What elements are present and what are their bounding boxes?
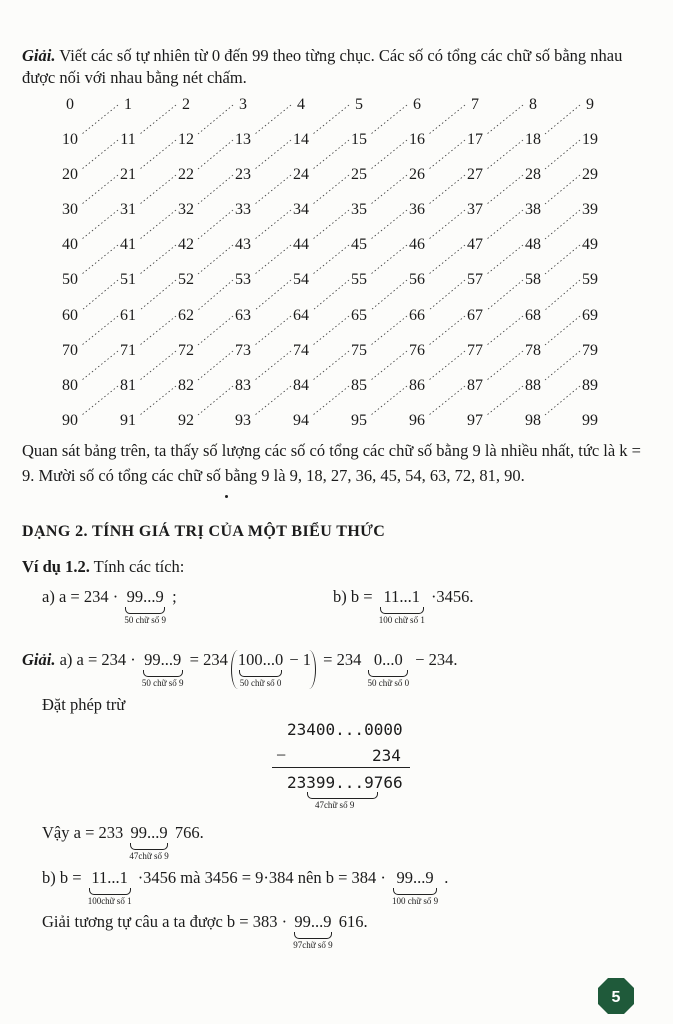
grid-number: 24 [293, 166, 309, 183]
grid-number: 83 [235, 377, 251, 394]
connector-line [255, 316, 291, 345]
solution-eq3: − 234. [411, 650, 458, 669]
grid-number: 45 [351, 236, 367, 253]
example-part-b [333, 587, 474, 626]
connector-line [198, 140, 233, 169]
grid-number: 85 [351, 377, 367, 394]
grid-number: 19 [582, 131, 598, 148]
sol-b-mid: ·3456 mà 3456 = 9·384 nên b = 384 · [133, 868, 391, 887]
grid-number: 53 [235, 271, 251, 288]
underbrace-result [314, 773, 365, 811]
underbrace-sol-b [88, 868, 132, 907]
conclusion-paragraph: Quan sát bảng trên, ta thấy số lượng các số có tổng các chữ số bằng 9 là nhiều nhất, tức là k = 9. Mười số có tổng các chữ số bằng 9 là 9, 18, 27, 36, 45, 54, 63, 72, 81, 90. [22, 441, 641, 485]
connector-line [140, 140, 176, 169]
underbrace-sol-a-cap: 50 chữ số 9 [141, 678, 184, 688]
brace-icon [125, 607, 165, 614]
connector-line [140, 386, 176, 415]
grid-number: 84 [293, 377, 309, 394]
sol-b-prefix: b) b = [42, 868, 86, 887]
grid-number: 5 [355, 96, 363, 113]
example-title-rest: Tính các tích: [89, 557, 185, 576]
grid-number: 77 [467, 342, 483, 359]
grid-number: 4 [297, 96, 305, 113]
grid-number: 57 [467, 271, 483, 288]
grid-number: 88 [525, 377, 541, 394]
grid-number: 21 [120, 166, 136, 183]
connector-line [82, 386, 118, 415]
connector-line [487, 105, 523, 134]
paren-tail: − 1 [285, 650, 312, 669]
connector-line [545, 245, 580, 274]
connector-line [82, 210, 118, 239]
underbrace-sol-a [142, 650, 184, 689]
vay-prefix: Vậy a = 233 [42, 823, 128, 842]
grid-number: 17 [467, 131, 483, 148]
grid-number: 51 [120, 271, 136, 288]
sol-b-suffix: . [440, 868, 449, 887]
connector-line [140, 280, 176, 310]
subtraction-intro: Đặt phép trừ [42, 695, 126, 714]
underbrace-result-num: ... [335, 773, 365, 792]
connector-line [487, 351, 523, 380]
grid-number: 1 [124, 96, 132, 113]
underbrace-vay-num: 99...9 [130, 823, 168, 842]
grid-number: 43 [235, 236, 251, 253]
brace-icon [143, 670, 183, 677]
grid-number: 40 [62, 236, 78, 253]
grid-number: 46 [409, 236, 425, 253]
brace-icon [380, 607, 424, 614]
underbrace-sol-a-num: 99...9 [144, 650, 182, 669]
underbrace-a-cap: 50 chữ số 9 [124, 615, 166, 625]
connector-line [545, 105, 580, 134]
grid-number: 91 [120, 412, 136, 429]
grid-number: 75 [351, 342, 367, 359]
grid-number: 56 [409, 271, 425, 288]
page-number-badge [596, 976, 636, 1016]
underbrace-zeros-num: 0...0 [373, 650, 403, 669]
grid-number: 27 [467, 166, 483, 183]
connector-line [82, 280, 118, 310]
connector-line [198, 105, 233, 134]
grid-number: 20 [62, 166, 78, 183]
connector-line [255, 280, 291, 310]
grid-number: 58 [525, 271, 541, 288]
connector-line [313, 386, 349, 415]
connector-line [198, 316, 233, 345]
grid-number: 44 [293, 236, 309, 253]
connector-line [545, 280, 580, 310]
grid-number: 50 [62, 271, 78, 288]
grid-number: 10 [62, 131, 78, 148]
grid-number: 28 [525, 166, 541, 183]
grid-number: 62 [178, 307, 194, 324]
brace-icon [294, 932, 331, 939]
connector-line [371, 316, 407, 345]
underbrace-b [379, 587, 425, 626]
connector-line [198, 210, 233, 239]
grid-number: 34 [293, 201, 309, 218]
grid-number: 6 [413, 96, 421, 113]
subtraction-subtrahend: 234 [372, 746, 401, 765]
grid-number: 80 [62, 377, 78, 394]
example-a-suffix: ; [167, 587, 177, 606]
grid-number: 30 [62, 201, 78, 218]
grid-number: 25 [351, 166, 367, 183]
grid-number: 22 [178, 166, 194, 183]
example-a-prefix: a) a = 234 · [42, 587, 123, 606]
grid-number: 7 [471, 96, 479, 113]
final-prefix: Giải tương tự câu a ta được b = 383 · [42, 912, 292, 931]
connector-line [487, 140, 523, 169]
grid-number: 92 [178, 412, 194, 429]
connector-line [371, 140, 407, 169]
connector-line [545, 351, 580, 380]
grid-number: 47 [467, 236, 483, 253]
number-grid [0, 0, 673, 440]
grid-number: 63 [235, 307, 251, 324]
grid-number: 41 [120, 236, 136, 253]
connector-line [371, 105, 407, 134]
connector-line [82, 351, 118, 380]
grid-number: 2 [182, 96, 190, 113]
grid-number: 42 [178, 236, 194, 253]
grid-number: 54 [293, 271, 309, 288]
underbrace-final-num: 99...9 [294, 912, 332, 931]
underbrace-paren [238, 650, 283, 689]
grid-number: 55 [351, 271, 367, 288]
connector-line [255, 210, 291, 239]
grid-number: 71 [120, 342, 136, 359]
underbrace-sol-b2 [392, 868, 438, 907]
section-heading: DẠNG 2. TÍNH GIÁ TRỊ CỦA MỘT BIỂU THỨC [22, 523, 386, 540]
grid-number: 29 [582, 166, 598, 183]
grid-number: 94 [293, 412, 309, 429]
connector-line [487, 386, 523, 415]
page-number: 5 [611, 989, 621, 1006]
connector-line [487, 175, 523, 204]
connector-line [371, 386, 407, 415]
grid-number: 23 [235, 166, 251, 183]
connector-line [487, 280, 523, 310]
underbrace-sol-b2-num: 99...9 [396, 868, 434, 887]
connector-line [255, 105, 291, 134]
underbrace-zeros-cap: 50 chữ số 0 [367, 678, 410, 688]
connector-line [487, 316, 523, 345]
connector-line [487, 245, 523, 274]
connector-line [82, 316, 118, 345]
connector-line [429, 175, 465, 204]
grid-number: 18 [525, 131, 541, 148]
connector-line [545, 210, 580, 239]
grid-number: 82 [178, 377, 194, 394]
underbrace-paren-cap: 50 chữ số 0 [239, 678, 282, 688]
grid-number: 73 [235, 342, 251, 359]
solution-lead: Giải. [22, 46, 56, 65]
connector-line [198, 175, 233, 204]
connector-line [487, 210, 523, 239]
connector-line [140, 245, 176, 274]
grid-number: 69 [582, 307, 598, 324]
grid-number: 86 [409, 377, 425, 394]
connector-line [429, 105, 465, 134]
connector-line [313, 175, 349, 204]
connector-line [313, 351, 349, 380]
example-b-prefix: b) b = [333, 587, 377, 606]
grid-number: 52 [178, 271, 194, 288]
connector-line [429, 351, 465, 380]
vay-suffix: 766. [170, 823, 204, 842]
underbrace-vay-cap: 47chữ số 9 [129, 851, 169, 861]
brace-icon [130, 843, 167, 850]
example-part-a [42, 587, 177, 626]
solution-eq2: = 234 [319, 650, 366, 669]
connector-line [140, 175, 176, 204]
subtraction-result [287, 773, 403, 811]
connector-line [82, 140, 118, 169]
grid-number: 98 [525, 412, 541, 429]
final-suffix: 616. [334, 912, 368, 931]
grid-number: 67 [467, 307, 483, 324]
underbrace-sol-b-num: 11...1 [91, 868, 128, 887]
solution-line-b [42, 868, 448, 907]
grid-number: 70 [62, 342, 78, 359]
brace-icon [368, 670, 408, 677]
grid-number: 16 [409, 131, 425, 148]
connector-line [198, 280, 233, 310]
grid-number: 31 [120, 201, 136, 218]
grid-number: 3 [239, 96, 247, 113]
grid-number: 49 [582, 236, 598, 253]
underbrace-a [124, 587, 166, 626]
grid-number: 93 [235, 412, 251, 429]
grid-number: 81 [120, 377, 136, 394]
connector-line [429, 210, 465, 239]
minus-sign: − [276, 745, 287, 765]
grid-number: 48 [525, 236, 541, 253]
grid-number: 79 [582, 342, 598, 359]
example-title [22, 557, 184, 577]
connector-line [140, 210, 176, 239]
grid-number: 14 [293, 131, 309, 148]
connector-line [255, 351, 291, 380]
connector-line [255, 245, 291, 274]
connector-line [313, 316, 349, 345]
grid-number: 38 [525, 201, 541, 218]
result-suffix: 9766 [364, 773, 403, 792]
grid-number: 64 [293, 307, 309, 324]
grid-number: 95 [351, 412, 367, 429]
therefore-line [42, 823, 204, 862]
connector-line [429, 140, 465, 169]
underbrace-vay [129, 823, 168, 862]
grid-number: 26 [409, 166, 425, 183]
connector-line [545, 175, 580, 204]
grid-number: 8 [529, 96, 537, 113]
grid-number: 89 [582, 377, 598, 394]
grid-number: 13 [235, 131, 251, 148]
subtraction-top: 23400...0000 [287, 720, 403, 739]
grid-number: 32 [178, 201, 194, 218]
grid-number: 61 [120, 307, 136, 324]
connector-line [140, 105, 176, 134]
grid-number: 0 [66, 96, 74, 113]
connector-line [429, 280, 465, 310]
underbrace-b-cap: 100 chữ số 1 [378, 615, 425, 625]
connector-line [313, 280, 349, 310]
connector-line [429, 245, 465, 274]
dotted-connectors [0, 0, 673, 440]
connector-line [545, 140, 580, 169]
grid-number: 65 [351, 307, 367, 324]
brace-icon [239, 670, 282, 677]
connector-line [371, 210, 407, 239]
grid-number: 36 [409, 201, 425, 218]
grid-number: 74 [293, 342, 309, 359]
grid-number: 60 [62, 307, 78, 324]
connector-line [82, 245, 118, 274]
grid-number: 99 [582, 412, 598, 429]
brace-icon [393, 888, 437, 895]
connector-line [140, 316, 176, 345]
connector-line [371, 280, 407, 310]
underbrace-final-cap: 97chữ số 9 [293, 940, 333, 950]
connector-line [313, 210, 349, 239]
final-line [42, 912, 368, 951]
underbrace-a-num: 99...9 [126, 587, 164, 606]
grid-number: 15 [351, 131, 367, 148]
grid-number: 78 [525, 342, 541, 359]
grid-number: 11 [120, 131, 136, 148]
connector-line [313, 105, 349, 134]
underbrace-paren-num: 100...0 [237, 650, 284, 669]
grid-number: 9 [586, 96, 594, 113]
solution-lead-2: Giải. [22, 650, 56, 669]
connector-line [545, 316, 580, 345]
subtraction-rule [272, 767, 410, 768]
grid-number: 33 [235, 201, 251, 218]
grid-number: 59 [582, 271, 598, 288]
connector-line [255, 175, 291, 204]
connector-line [371, 245, 407, 274]
connector-line [429, 316, 465, 345]
center-dot [225, 495, 228, 498]
parenthesis-group [231, 650, 316, 689]
grid-number: 39 [582, 201, 598, 218]
solution-a-label: a) a = 234 · [55, 650, 140, 669]
connector-line [429, 386, 465, 415]
connector-line [140, 351, 176, 380]
underbrace-final [293, 912, 332, 951]
example-label: Ví dụ 1.2. [22, 557, 90, 576]
connector-line [82, 175, 118, 204]
connector-line [371, 351, 407, 380]
underbrace-b-num: 11...1 [383, 587, 420, 606]
underbrace-sol-b2-cap: 100 chữ số 9 [392, 896, 439, 906]
grid-number: 97 [467, 412, 483, 429]
grid-number: 35 [351, 201, 367, 218]
grid-number: 96 [409, 412, 425, 429]
solution-eq1: = 234 [185, 650, 228, 669]
solution-line-a [22, 650, 458, 689]
connector-line [198, 386, 233, 415]
connector-line [82, 105, 118, 134]
underbrace-sol-b-cap: 100chữ số 1 [87, 896, 132, 906]
grid-number: 37 [467, 201, 483, 218]
connector-line [198, 245, 233, 274]
connector-line [371, 175, 407, 204]
brace-icon [307, 792, 378, 799]
underbrace-result-cap: 47chữ số 9 [314, 800, 355, 810]
connector-line [255, 386, 291, 415]
connector-line [198, 351, 233, 380]
connector-line [255, 140, 291, 169]
grid-number: 68 [525, 307, 541, 324]
grid-number: 12 [178, 131, 194, 148]
grid-number: 87 [467, 377, 483, 394]
connector-line [313, 245, 349, 274]
example-b-suffix: ·3456. [426, 587, 474, 606]
connector-line [313, 140, 349, 169]
connector-line [545, 386, 580, 415]
grid-number: 66 [409, 307, 425, 324]
intro-text: Viết các số tự nhiên từ 0 đến 99 theo từng chục. Các số có tổng các chữ số bằng nhau được nối với nhau bằng nét chấm. [22, 46, 623, 87]
grid-number: 76 [409, 342, 425, 359]
grid-number: 90 [62, 412, 78, 429]
brace-icon [89, 888, 131, 895]
grid-number: 72 [178, 342, 194, 359]
underbrace-zeros [367, 650, 409, 689]
result-prefix: 23399 [287, 773, 336, 792]
